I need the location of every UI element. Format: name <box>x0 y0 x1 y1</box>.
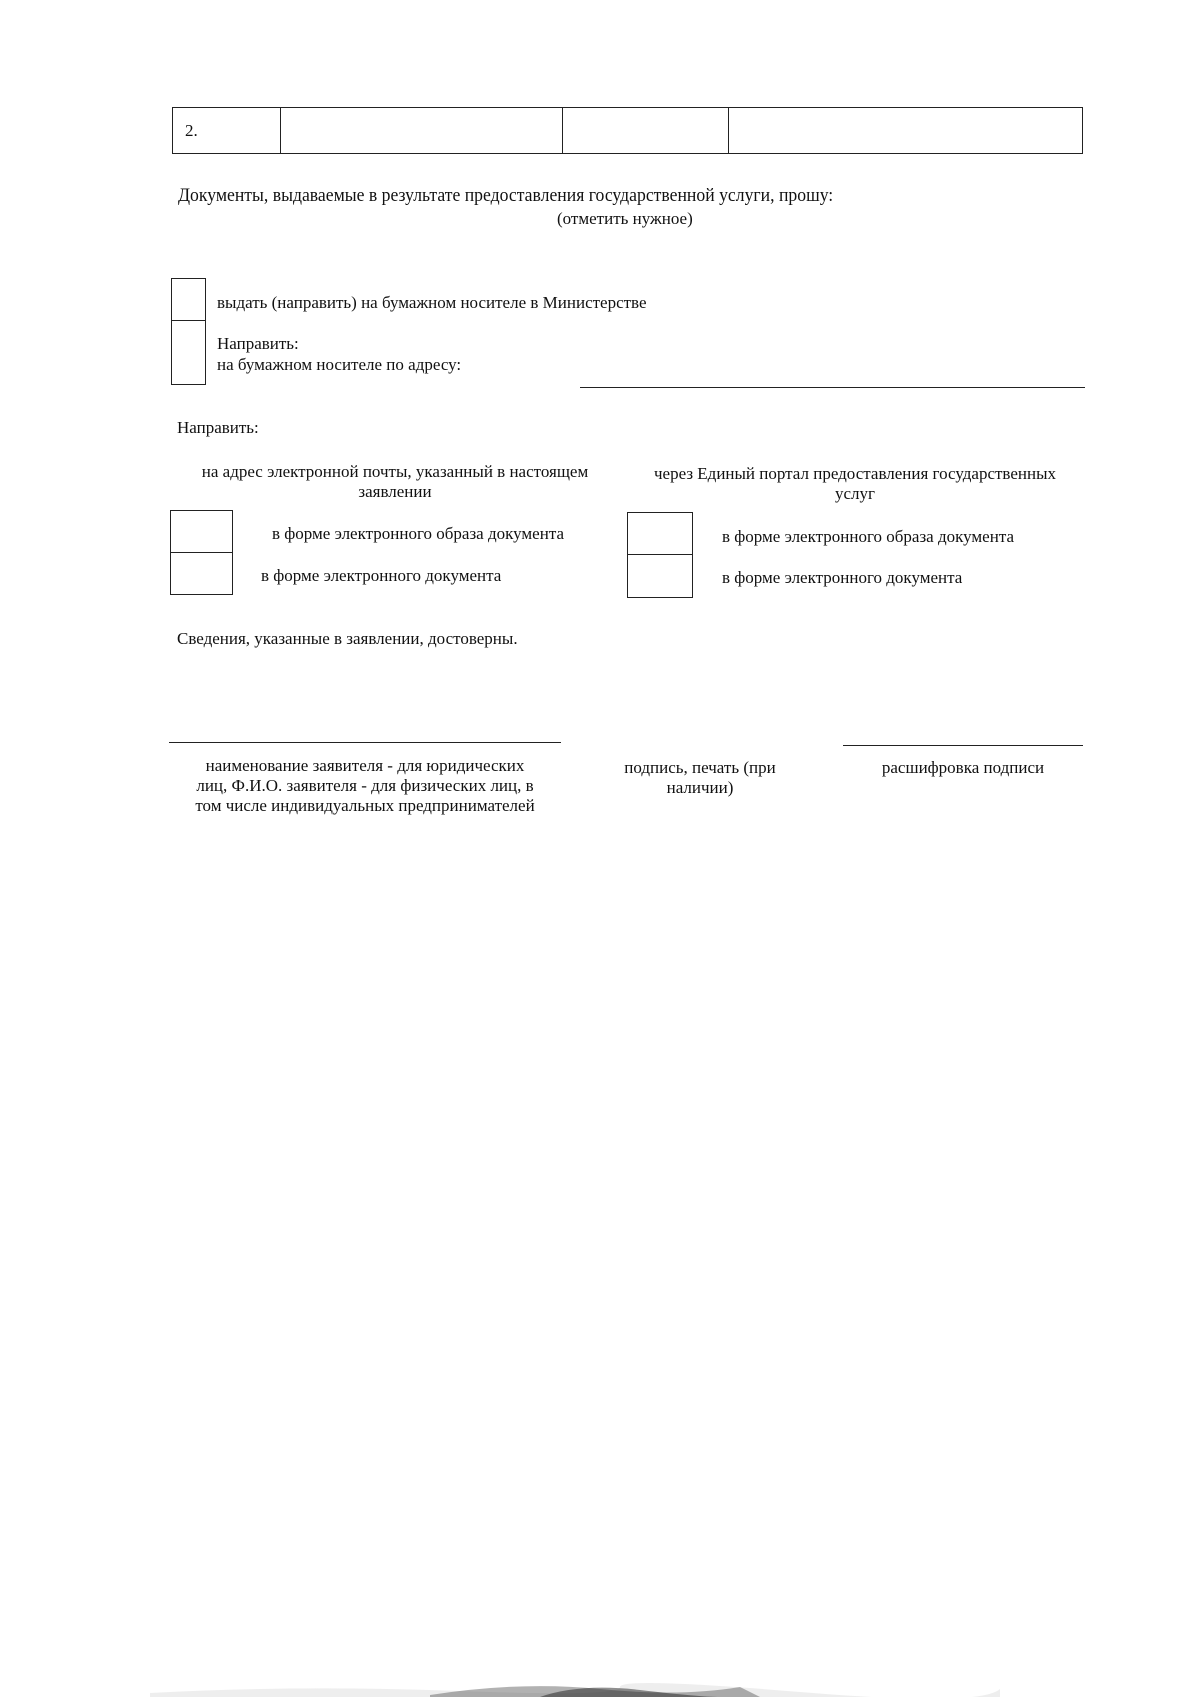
row-number-cell <box>173 108 281 153</box>
email-option-document: в форме электронного документа <box>261 566 502 585</box>
applicant-caption-line2: лиц, Ф.И.О. заявителя - для физических лиц, в <box>196 776 534 795</box>
top-table-row <box>172 107 1083 154</box>
row-number: 2. <box>185 120 198 140</box>
email-heading-line1: на адрес электронной почты, указанный в настоящем <box>201 462 589 481</box>
send-heading: Направить: <box>177 418 259 437</box>
portal-option-document: в форме электронного документа <box>722 568 963 587</box>
applicant-caption-line3: том числе индивидуальных предпринимателей <box>195 796 535 815</box>
email-document-checkbox[interactable] <box>170 552 233 595</box>
applicant-caption <box>170 756 560 816</box>
email-image-checkbox[interactable] <box>170 510 233 553</box>
sign-caption-line2: наличии) <box>666 778 734 797</box>
table-cell[interactable] <box>563 108 729 153</box>
email-option-image: в форме электронного образа документа <box>272 524 565 543</box>
decode-caption: расшифровка подписи <box>881 758 1045 777</box>
table-cell[interactable] <box>729 108 1082 153</box>
portal-heading-line1: через Единый портал предоставления государственных <box>653 464 1057 483</box>
paper-address-checkbox[interactable] <box>171 320 206 385</box>
documents-heading: Документы, выдаваемые в результате предоставления государственной услуги, прошу: <box>178 185 834 206</box>
table-cell[interactable] <box>281 108 563 153</box>
portal-heading-line2: услуг <box>834 484 875 503</box>
sign-caption <box>600 758 800 798</box>
portal-document-checkbox[interactable] <box>627 554 693 598</box>
mark-needed-note: (отметить нужное) <box>557 209 693 228</box>
address-line[interactable] <box>580 387 1085 388</box>
paper-ministry-label: выдать (направить) на бумажном носителе в Министерстве <box>217 293 647 312</box>
email-heading-line2: заявлении <box>358 482 432 501</box>
applicant-name-line[interactable] <box>169 742 561 743</box>
portal-image-checkbox[interactable] <box>627 512 693 555</box>
email-column-heading <box>180 462 610 502</box>
signature-decode-line[interactable] <box>843 745 1083 746</box>
portal-option-image: в форме электронного образа документа <box>722 527 1015 546</box>
send-paper-heading: Направить: <box>217 334 299 353</box>
reliability-statement: Сведения, указанные в заявлении, достоверны. <box>177 629 518 648</box>
paper-ministry-checkbox[interactable] <box>171 278 206 321</box>
portal-column-heading <box>630 464 1080 504</box>
send-paper-address-label: на бумажном носителе по адресу: <box>217 355 462 374</box>
sign-caption-line1: подпись, печать (при <box>624 758 776 777</box>
scan-edge-noise <box>0 1675 1200 1697</box>
applicant-caption-line1: наименование заявителя - для юридических <box>205 756 525 775</box>
